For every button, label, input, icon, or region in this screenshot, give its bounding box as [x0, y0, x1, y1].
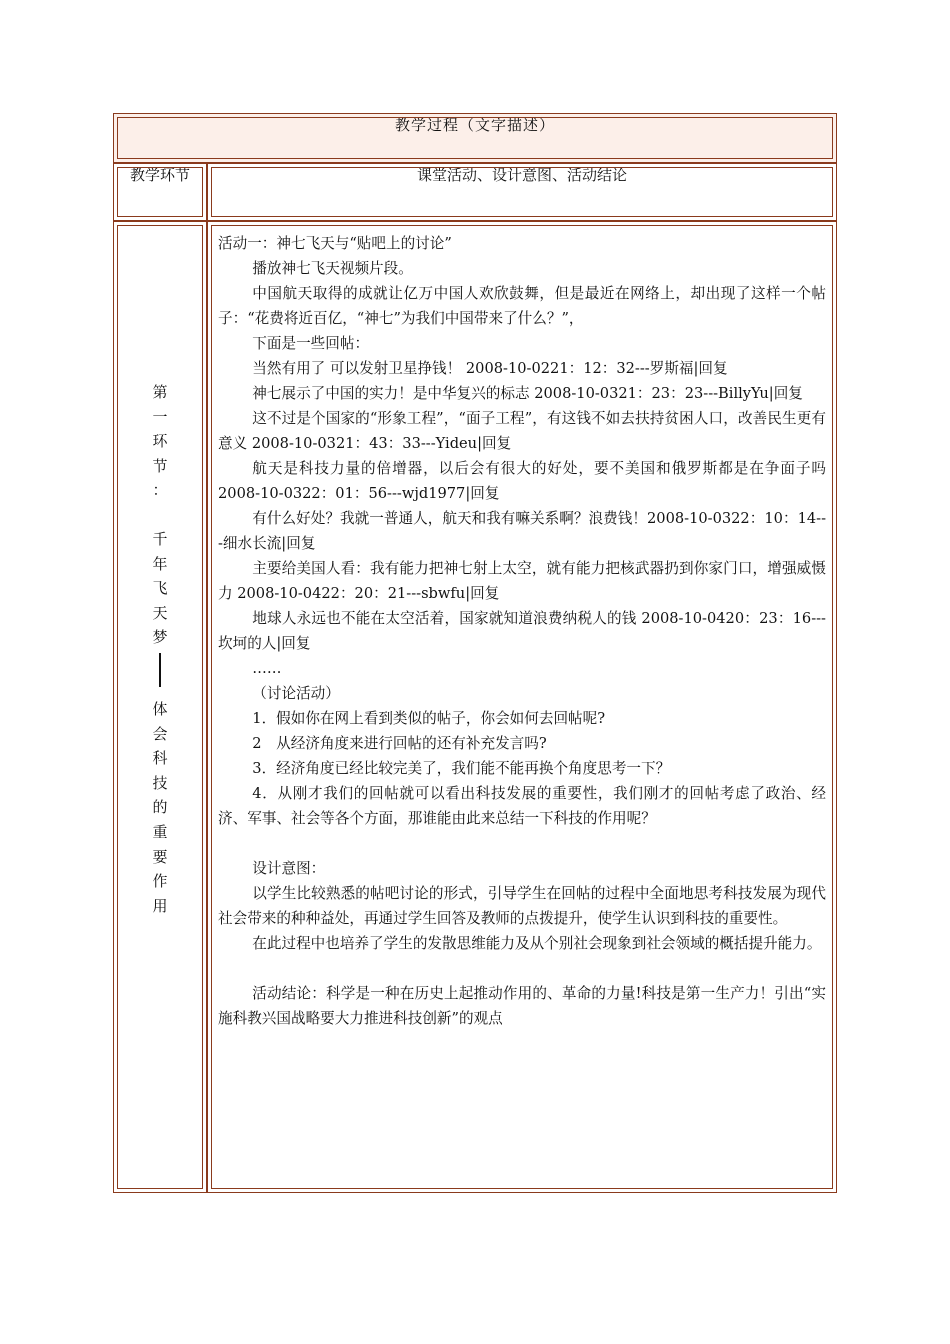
paragraph: 中国航天取得的成就让亿万中国人欢欣鼓舞，但是最近在网络上，却出现了这样一个帖子：“花费将近百亿，“神七”为我们中国带来了什么？”， [218, 285, 826, 327]
discussion-question: 1．假如你在网上看到类似的帖子，你会如何去回帖呢? [252, 710, 606, 727]
paragraph: 以学生比较熟悉的帖吧讨论的形式，引导学生在回帖的过程中全面地思考科技发展为现代社会带来的种种益处，再通过学生回答及教师的点拨提升，使学生认识到科技的重要性。 [218, 885, 826, 927]
stage-label-char: 体 [152, 699, 168, 718]
forum-reply: 这不过是个国家的“形象工程”，“面子工程”，有这钱不如去扶持贫困人口，改善民生更有意义 2008-10-0321：43：33---Yideu|回复 [218, 410, 826, 452]
paragraph: 下面是一些回帖： [252, 335, 370, 352]
design-intent-heading: 设计意图： [252, 860, 326, 877]
lesson-plan-page [113, 113, 837, 1193]
stage-label-char: ： [152, 481, 168, 500]
stage-label-char: 技 [152, 773, 168, 792]
forum-reply: 主要给美国人看：我有能力把神七射上太空，就有能力把核武器扔到你家门口，增强威慑力 2008-10-0422：20：21---sbwfu|回复 [218, 560, 826, 602]
discussion-question: 4．从刚才我们的回帖就可以看出科技发展的重要性，我们刚才的回帖考虑了政治、经济、军事、社会等各个方面，那谁能由此来总结一下科技的作用呢？ [218, 785, 826, 827]
stage-label-char: 会 [152, 724, 168, 743]
stage-label-char: 重 [152, 822, 168, 841]
column-header-activities: 课堂活动、设计意图、活动结论 [207, 163, 837, 221]
column-header-stage: 教学环节 [113, 163, 207, 221]
forum-reply: 有什么好处？我就一普通人，航天和我有嘛关系啊？浪费钱！2008-10-0322：10：14---细水长流|回复 [218, 510, 826, 552]
stage-label-char: 用 [152, 896, 168, 915]
stage-label-char: 第 [152, 383, 168, 401]
stage-label-char: 节 [152, 456, 168, 475]
discussion-heading: （讨论活动） [252, 685, 340, 702]
activity-heading: 活动一：神七飞天与“贴吧上的讨论” [218, 235, 452, 252]
stage-label-char: 飞 [152, 579, 168, 598]
stage-label-char: 要 [152, 847, 168, 866]
paragraph: 播放神七飞天视频片段。 [252, 260, 413, 277]
stage-label-char: 的 [152, 798, 168, 817]
stage-label-char: 千 [152, 529, 168, 548]
forum-reply: 当然有用了 可以发射卫星挣钱！ 2008-10-0221：12：32---罗斯福|回复 [252, 360, 728, 377]
activity-conclusion: 活动结论：科学是一种在历史上起推动作用的、革命的力量!科技是第一生产力！引出“实施科教兴国战略要大力推进科技创新”的观点 [218, 985, 826, 1027]
discussion-question: 2 从经济角度来进行回帖的还有补充发言吗? [252, 735, 547, 752]
stage-label-char: 一 [152, 407, 168, 426]
forum-reply: 地球人永远也不能在太空活着，国家就知道浪费纳税人的钱 2008-10-0420：23：16---坎坷的人|回复 [218, 610, 826, 652]
paragraph: 在此过程中也培养了学生的发散思维能力及从个别社会现象到社会领域的概括提升能力。 [252, 935, 822, 952]
forum-reply: 神七展示了中国的实力！是中华复兴的标志 2008-10-0321：23：23---BillyYu|回复 [252, 385, 803, 402]
table-title: 教学过程（文字描述） [113, 113, 837, 163]
spacer [218, 956, 826, 981]
activities-cell [207, 221, 837, 1193]
forum-reply: 航天是科技力量的倍增器，以后会有很大的好处，要不美国和俄罗斯都是在争面子吗 2008-10-0322：01：56---wjd1977|回复 [218, 460, 826, 502]
stage-label-char: 环 [152, 432, 168, 451]
stage-label-char: 年 [152, 554, 168, 573]
activity-content [208, 222, 836, 1031]
stage-label-cell [113, 221, 207, 1193]
stage-label-divider [159, 653, 161, 687]
lesson-process-table [113, 113, 837, 1193]
stage-label-char: 作 [152, 872, 168, 891]
discussion-question: 3．经济角度已经比较完美了，我们能不能再换个角度思考一下？ [252, 760, 671, 777]
spacer [218, 831, 826, 856]
stage-label-char: 梦 [152, 628, 168, 647]
stage-label-char: 科 [152, 749, 168, 768]
stage-label-char: 天 [152, 603, 168, 622]
stage-label [114, 222, 206, 918]
ellipsis: …… [252, 660, 282, 677]
